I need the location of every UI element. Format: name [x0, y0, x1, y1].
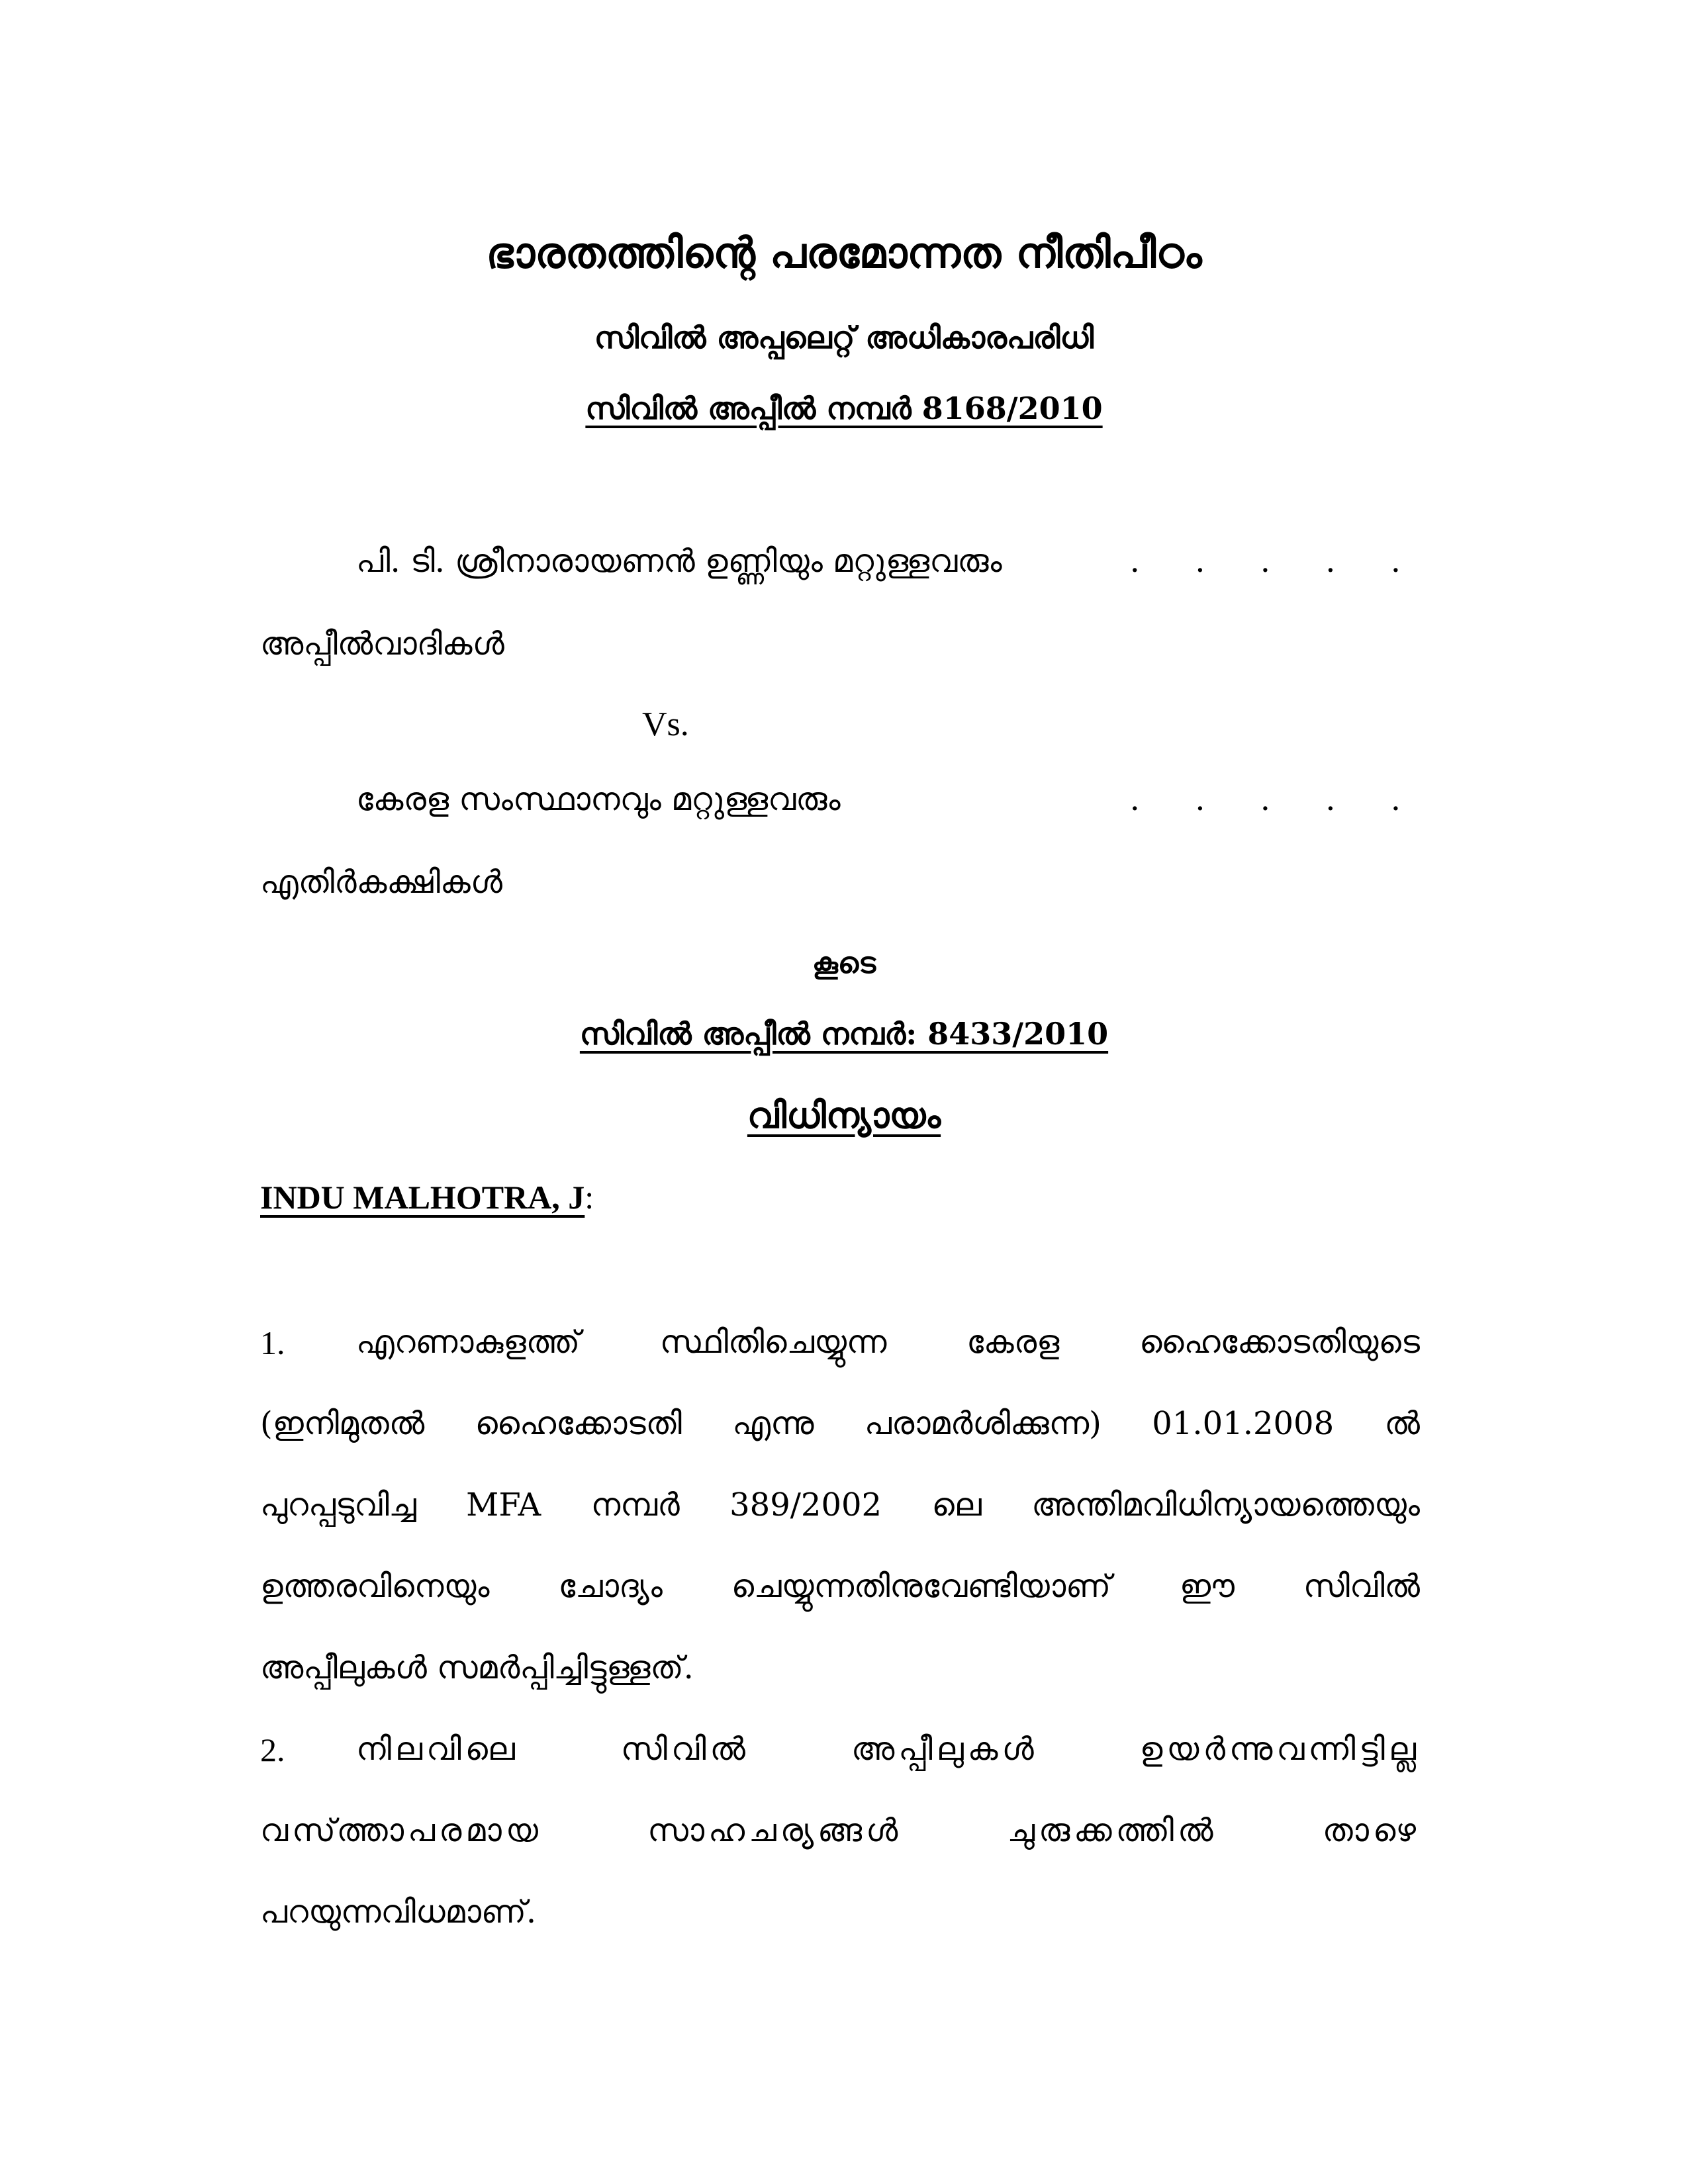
paragraph-1-line-4: ഉത്തരവിനെയും ചോദ്യം ചെയ്യുന്നതിനുവേണ്ടിയാണ് ഈ സിവിൽ [260, 1568, 1420, 1605]
paragraph-1-line-5: അപ്പീലുകൾ സമർപ്പിച്ചിട്ടുള്ളത്. [260, 1649, 694, 1686]
paragraph-1-line-1: എറണാകുളത്ത് സ്ഥിതിചെയ്യുന്ന കേരള ഹൈക്കോടതിയുടെ [356, 1324, 1420, 1361]
appellants-role: അപ്പീൽവാദികൾ [260, 625, 504, 662]
appellants-name: പി. ടി. ശ്രീനാരായണൻ ഉണ്ണിയും മറ്റുള്ളവരും [356, 543, 1002, 580]
paragraph-2-line-2: വസ്ത്താപരമായ സാഹചര്യങ്ങൾ ചുരുക്കത്തിൽ താഴെ [260, 1812, 1420, 1849]
respondents-dots: . . . . . [1129, 781, 1423, 818]
paragraph-1-line-2: (ഇനിമുതൽ ഹൈക്കോടതി എന്നു പരാമർശിക്കുന്ന) 01.01.2008 ൽ [260, 1405, 1420, 1442]
respondents-name: കേരള സംസ്ഥാനവും മറ്റുള്ളവരും [356, 781, 841, 818]
judgment-heading [0, 1094, 1688, 1137]
paragraph-2-line-3: പറയുന്നവിധമാണ്. [260, 1893, 537, 1931]
case-number-text: സിവിൽ അപ്പീൽ നമ്പർ 8168/2010 [585, 390, 1103, 426]
versus-label: Vs. [642, 705, 689, 743]
connector-label: കൂടെ [812, 946, 876, 980]
respondents-role: എതിർകക്ഷികൾ [260, 864, 502, 901]
jurisdiction-title: സിവിൽ അപ്പലെറ്റ് അധികാരപരിധി [594, 320, 1094, 355]
connected-case-heading [0, 1016, 1688, 1053]
paragraph-1-number: 1. [260, 1324, 285, 1361]
judge-line [260, 1178, 594, 1216]
court-title: ഭാരതത്തിന്റെ പരമോന്നത നീതിപീഠം [486, 228, 1202, 278]
paragraph-2-number: 2. [260, 1731, 285, 1768]
case-number-heading [0, 390, 1688, 428]
judge-colon: : [585, 1179, 594, 1216]
connected-case-text: സിവിൽ അപ്പീൽ നമ്പർ: 8433/2010 [579, 1016, 1109, 1052]
paragraph-1-line-3: പുറപ്പടുവിച്ച MFA നമ്പർ 389/2002 ലെ അന്തിമവിധിന്യായത്തെയും [260, 1486, 1420, 1524]
judgment-heading-text: വിധിന്യായം [747, 1094, 941, 1136]
judge-name: INDU MALHOTRA, J [260, 1179, 585, 1216]
appellants-dots: . . . . . [1129, 543, 1423, 580]
paragraph-2-line-1: നിലവിലെ സിവിൽ അപ്പീലുകൾ ഉയർന്നുവന്നിട്ടില്ല [356, 1731, 1420, 1768]
